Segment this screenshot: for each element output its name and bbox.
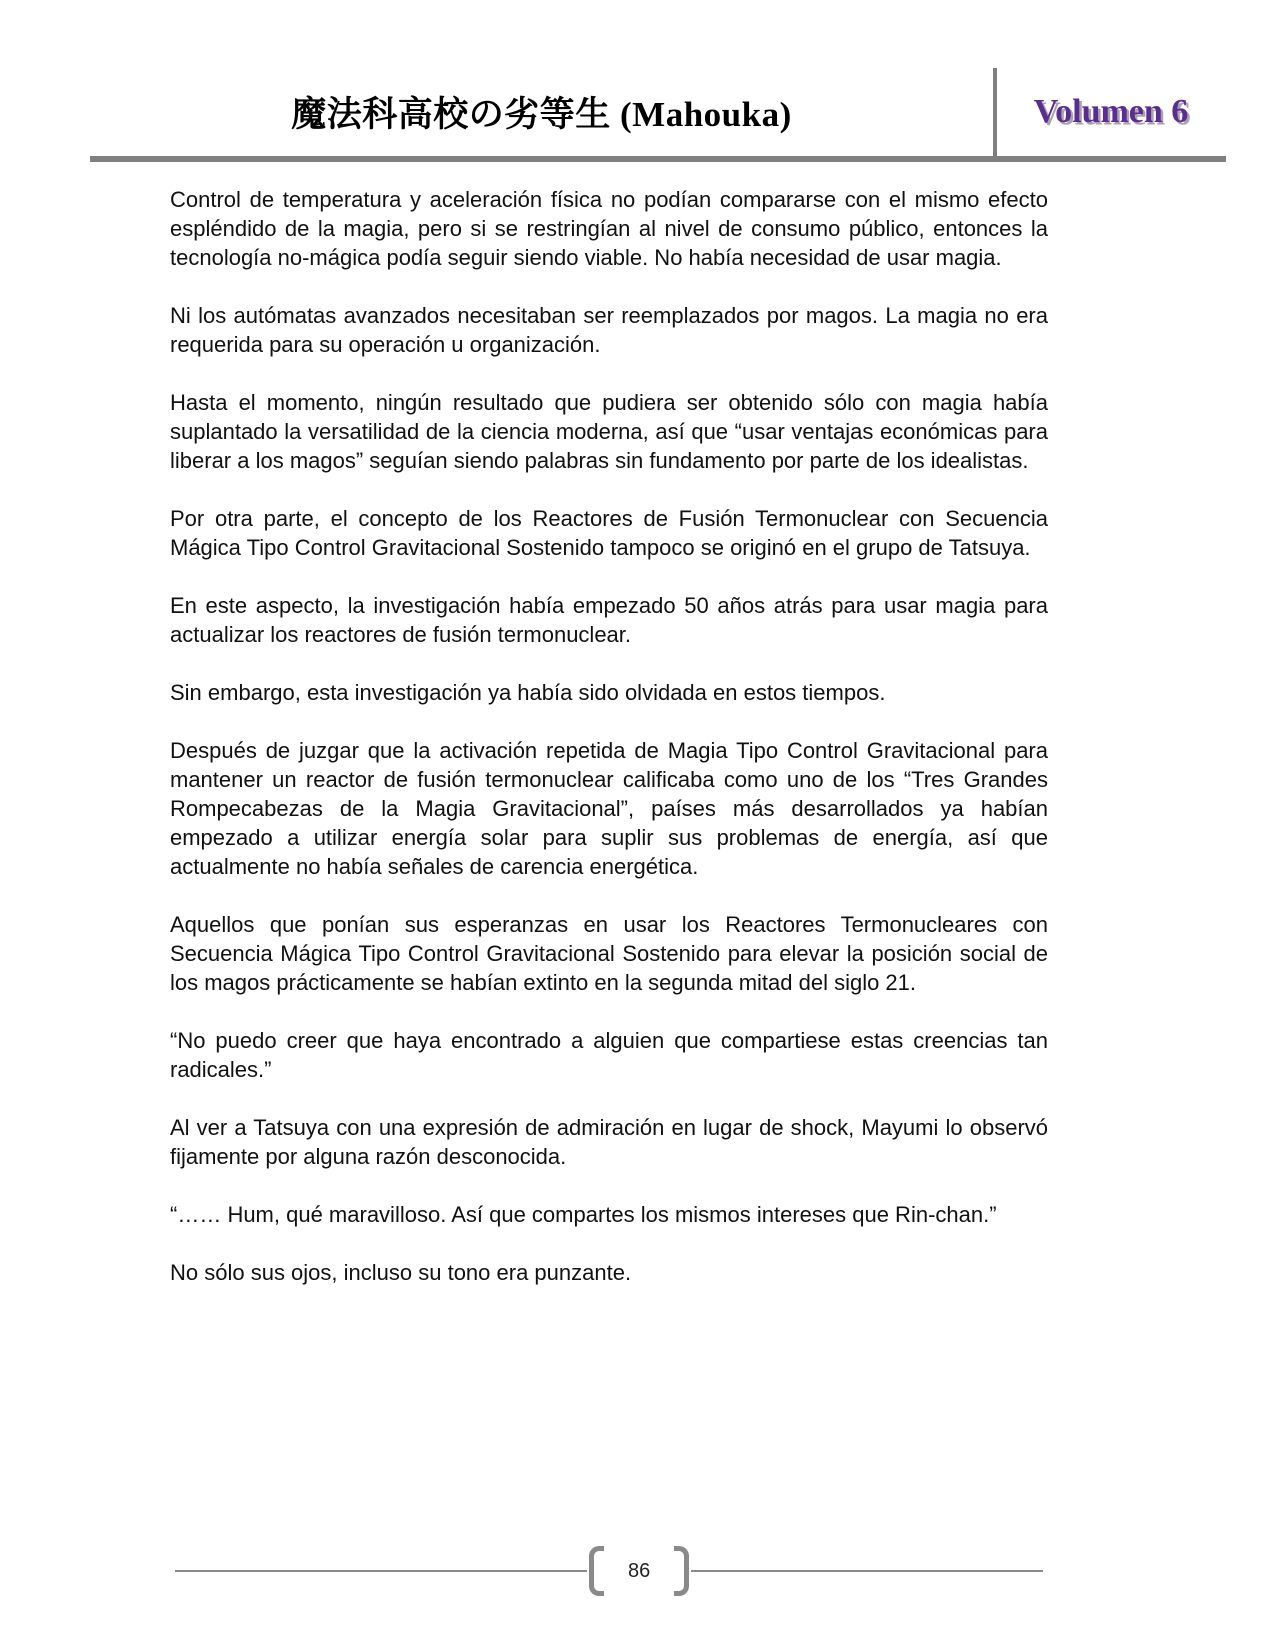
paragraph: No sólo sus ojos, incluso su tono era punzante. (170, 1260, 632, 1285)
paragraph: Hasta el momento, ningún resultado que pudiera ser obtenido sólo con magia había suplantado la versatilidad de la ciencia moderna, así que “usar ventajas económicas para liberar a los magos” seguían siendo palabras sin fundamento por parte de los idealistas. (170, 390, 1048, 473)
paragraph: “…… Hum, qué maravilloso. Así que compartes los mismos intereses que Rin-chan.” (170, 1202, 997, 1227)
paragraph: Sin embargo, esta investigación ya había sido olvidada en estos tiempos. (170, 680, 886, 705)
paragraph: “No puedo creer que haya encontrado a alguien que compartiese estas creencias tan radicales.” (170, 1028, 1048, 1082)
book-title: 魔法科高校の劣等生 (Mahouka) (291, 95, 792, 134)
page-body (170, 185, 1048, 1287)
paragraph: Ni los autómatas avanzados necesitaban ser reemplazados por magos. La magia no era requerida para su operación u organización. (170, 303, 1048, 357)
paragraph: Por otra parte, el concepto de los Reactores de Fusión Termonuclear con Secuencia Mágica Tipo Control Gravitacional Sostenido tampoco se originó en el grupo de Tatsuya. (170, 506, 1048, 560)
header-title-cell (90, 87, 993, 137)
left-bracket-icon (589, 1546, 604, 1596)
paragraph: Aquellos que ponían sus esperanzas en usar los Reactores Termonucleares con Secuencia Mágica Tipo Control Gravitacional Sostenido para elevar la posición social de los magos prácticamente se habían extinto en la segunda mitad del siglo 21. (170, 912, 1048, 995)
page-footer (0, 1546, 1275, 1596)
header-volume-cell (993, 68, 1225, 156)
volume-label: Volumen 6 (1033, 93, 1189, 130)
page-header (90, 68, 1225, 156)
footer-left-line (175, 1570, 587, 1572)
paragraph: Al ver a Tatsuya con una expresión de admiración en lugar de shock, Mayumi lo observó fijamente por alguna razón desconocida. (170, 1115, 1048, 1169)
header-divider-rule (90, 156, 1226, 162)
paragraph: Control de temperatura y aceleración física no podían compararse con el mismo efecto espléndido de la magia, pero si se restringían al nivel de consumo público, entonces la tecnología no-mágica podía seguir siendo viable. No había necesidad de usar magia. (170, 187, 1048, 270)
footer-right-line (691, 1570, 1043, 1572)
page-number: 86 (628, 1560, 651, 1582)
right-bracket-icon (674, 1546, 689, 1596)
paragraph: Después de juzgar que la activación repetida de Magia Tipo Control Gravitacional para mantener un reactor de fusión termonuclear calificaba como uno de los “Tres Grandes Rompecabezas de la Magia Gravitacional”, países más desarrollados ya habían empezado a utilizar energía solar para suplir sus problemas de energía, así que actualmente no había señales de carencia energética. (170, 738, 1048, 879)
paragraph: En este aspecto, la investigación había empezado 50 años atrás para usar magia para actualizar los reactores de fusión termonuclear. (170, 593, 1048, 647)
